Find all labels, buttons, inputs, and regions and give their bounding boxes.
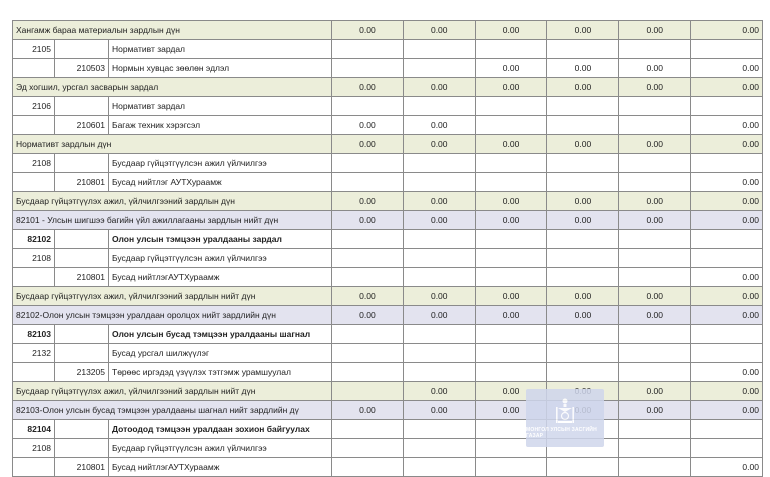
row-label: Бусад урсгал шилжүүлэг <box>109 344 332 363</box>
value-cell: 0.00 <box>619 192 691 211</box>
row-code: 2105 <box>13 40 55 59</box>
value-cell: 0.00 <box>475 78 547 97</box>
value-cell: 0.00 <box>619 287 691 306</box>
value-cell: 0.00 <box>332 135 404 154</box>
value-cell: 0.00 <box>403 78 475 97</box>
table-row <box>13 401 763 420</box>
row-code-empty <box>55 325 109 344</box>
value-cell <box>403 439 475 458</box>
table-row <box>13 306 763 325</box>
row-label: Хангамж бараа материалын зардлын дүн <box>13 21 332 40</box>
value-cell <box>403 230 475 249</box>
row-subcode-empty <box>55 344 109 363</box>
value-cell: 0.00 <box>619 135 691 154</box>
value-cell <box>332 344 404 363</box>
table-row <box>13 21 763 40</box>
row-code: 2108 <box>13 249 55 268</box>
budget-table-body <box>13 21 763 477</box>
row-subcode: 210801 <box>55 268 109 287</box>
value-cell: 0.00 <box>403 211 475 230</box>
value-cell <box>475 97 547 116</box>
value-cell: 0.00 <box>403 401 475 420</box>
value-cell: 0.00 <box>475 192 547 211</box>
value-cell <box>547 268 619 287</box>
value-cell <box>403 173 475 192</box>
value-cell <box>332 363 404 382</box>
value-cell: 0.00 <box>403 382 475 401</box>
value-cell: 0.00 <box>691 59 763 78</box>
table-row <box>13 287 763 306</box>
value-cell <box>691 40 763 59</box>
value-cell <box>332 458 404 477</box>
row-label: Дотоодод тэмцээн уралдаан зохион байгуулах <box>109 420 332 439</box>
value-cell <box>403 420 475 439</box>
table-row <box>13 439 763 458</box>
value-cell: 0.00 <box>403 287 475 306</box>
row-label: Бусдаар гүйцэтгүүлэх ажил, үйлчилгээний зардлын дүн <box>13 192 332 211</box>
row-label: Бусдаар гүйцэтгүүлсэн ажил үйлчилгээ <box>109 249 332 268</box>
value-cell: 0.00 <box>619 306 691 325</box>
value-cell <box>332 439 404 458</box>
value-cell: 0.00 <box>403 192 475 211</box>
value-cell <box>619 154 691 173</box>
row-label: Бусад нийтлэгАУТХураамж <box>109 458 332 477</box>
row-code-empty <box>13 268 55 287</box>
value-cell: 0.00 <box>691 211 763 230</box>
value-cell <box>547 116 619 135</box>
row-label: Нормативт зардал <box>109 40 332 59</box>
value-cell: 0.00 <box>332 211 404 230</box>
value-cell <box>475 173 547 192</box>
value-cell <box>475 268 547 287</box>
value-cell: 0.00 <box>691 173 763 192</box>
value-cell: 0.00 <box>332 21 404 40</box>
value-cell <box>547 40 619 59</box>
value-cell <box>403 154 475 173</box>
table-row <box>13 382 763 401</box>
value-cell <box>475 458 547 477</box>
value-cell <box>403 344 475 363</box>
row-subcode: 210801 <box>55 173 109 192</box>
table-row <box>13 344 763 363</box>
row-subcode-empty <box>55 439 109 458</box>
row-label: Төрөөс иргэдэд үзүүлэх тэтгэмж урамшуулал <box>109 363 332 382</box>
value-cell: 0.00 <box>691 268 763 287</box>
value-cell <box>619 439 691 458</box>
value-cell: 0.00 <box>547 192 619 211</box>
value-cell <box>619 173 691 192</box>
value-cell: 0.00 <box>691 382 763 401</box>
value-cell: 0.00 <box>547 21 619 40</box>
value-cell <box>475 40 547 59</box>
value-cell: 0.00 <box>691 116 763 135</box>
value-cell <box>547 325 619 344</box>
value-cell <box>619 230 691 249</box>
table-row <box>13 116 763 135</box>
value-cell <box>691 249 763 268</box>
value-cell <box>332 59 404 78</box>
row-subcode-empty <box>55 154 109 173</box>
value-cell <box>332 325 404 344</box>
value-cell <box>403 268 475 287</box>
table-row <box>13 420 763 439</box>
row-label: Олон улсын тэмцээн уралдааны зардал <box>109 230 332 249</box>
row-label: Бусдаар гүйцэтгүүлэх ажил, үйлчилгээний зардлын нийт дүн <box>13 382 332 401</box>
value-cell: 0.00 <box>619 59 691 78</box>
value-cell <box>475 344 547 363</box>
row-code-empty <box>13 173 55 192</box>
row-label: Эд хогшил, урсгал засварын зардал <box>13 78 332 97</box>
table-row <box>13 268 763 287</box>
value-cell: 0.00 <box>547 306 619 325</box>
value-cell <box>619 97 691 116</box>
value-cell: 0.00 <box>403 116 475 135</box>
value-cell <box>332 420 404 439</box>
value-cell <box>332 173 404 192</box>
value-cell: 0.00 <box>475 306 547 325</box>
value-cell <box>619 420 691 439</box>
value-cell <box>475 325 547 344</box>
value-cell <box>691 344 763 363</box>
value-cell: 0.00 <box>332 401 404 420</box>
value-cell <box>691 230 763 249</box>
value-cell <box>619 325 691 344</box>
value-cell <box>547 249 619 268</box>
value-cell: 0.00 <box>691 21 763 40</box>
row-subcode-empty <box>55 97 109 116</box>
value-cell: 0.00 <box>475 287 547 306</box>
government-seal-watermark <box>526 389 604 447</box>
value-cell <box>332 154 404 173</box>
value-cell: 0.00 <box>691 78 763 97</box>
row-code-empty <box>55 230 109 249</box>
value-cell <box>547 363 619 382</box>
row-code: 82102 <box>13 230 55 249</box>
value-cell: 0.00 <box>547 211 619 230</box>
value-cell: 0.00 <box>403 135 475 154</box>
row-label: 82103-Олон улсын бусад тэмцээн уралдааны шагнал нийт зардлийн дү <box>13 401 332 420</box>
value-cell: 0.00 <box>332 192 404 211</box>
value-cell: 0.00 <box>619 382 691 401</box>
value-cell: 0.00 <box>691 287 763 306</box>
value-cell <box>403 325 475 344</box>
row-label: Бусад нийтлэг АУТХураамж <box>109 173 332 192</box>
value-cell <box>619 116 691 135</box>
table-row <box>13 97 763 116</box>
row-label: Бусдаар гүйцэтгүүлэх ажил, үйлчилгээний зардлын нийт дүн <box>13 287 332 306</box>
value-cell <box>475 116 547 135</box>
row-code: 82104 <box>13 420 55 439</box>
value-cell <box>332 249 404 268</box>
row-code-empty <box>55 420 109 439</box>
row-code: 2106 <box>13 97 55 116</box>
value-cell: 0.00 <box>691 192 763 211</box>
value-cell <box>619 268 691 287</box>
value-cell <box>619 458 691 477</box>
row-label: Олон улсын бусад тэмцээн уралдааны шагнал <box>109 325 332 344</box>
row-subcode: 210503 <box>55 59 109 78</box>
table-row <box>13 211 763 230</box>
table-row <box>13 173 763 192</box>
row-label: 82102-Олон улсын тэмцээн уралдаан оролцох нийт зардлийн дүн <box>13 306 332 325</box>
value-cell: 0.00 <box>332 78 404 97</box>
table-row <box>13 59 763 78</box>
value-cell <box>619 344 691 363</box>
value-cell: 0.00 <box>403 306 475 325</box>
row-label: Бусдаар гүйцэтгүүлсэн ажил үйлчилгээ <box>109 439 332 458</box>
value-cell <box>619 363 691 382</box>
value-cell <box>475 230 547 249</box>
row-code-empty <box>13 59 55 78</box>
value-cell <box>691 420 763 439</box>
row-code-empty <box>13 458 55 477</box>
value-cell: 0.00 <box>475 401 547 420</box>
value-cell: 0.00 <box>332 287 404 306</box>
row-subcode: 210801 <box>55 458 109 477</box>
soyombo-emblem-icon <box>554 397 576 425</box>
value-cell: 0.00 <box>691 135 763 154</box>
value-cell: 0.00 <box>332 306 404 325</box>
value-cell: 0.00 <box>547 78 619 97</box>
value-cell: 0.00 <box>475 211 547 230</box>
budget-table <box>12 20 763 477</box>
table-row <box>13 154 763 173</box>
value-cell: 0.00 <box>691 363 763 382</box>
value-cell: 0.00 <box>475 21 547 40</box>
value-cell <box>547 458 619 477</box>
table-row <box>13 249 763 268</box>
value-cell: 0.00 <box>332 116 404 135</box>
value-cell <box>403 363 475 382</box>
value-cell <box>332 382 404 401</box>
value-cell <box>403 97 475 116</box>
value-cell <box>619 40 691 59</box>
value-cell <box>547 230 619 249</box>
row-code: 2132 <box>13 344 55 363</box>
value-cell: 0.00 <box>619 21 691 40</box>
table-row <box>13 230 763 249</box>
value-cell <box>475 154 547 173</box>
value-cell <box>332 268 404 287</box>
value-cell <box>691 439 763 458</box>
row-subcode-empty <box>55 249 109 268</box>
row-code: 2108 <box>13 439 55 458</box>
row-subcode: 213205 <box>55 363 109 382</box>
table-row <box>13 192 763 211</box>
table-row <box>13 325 763 344</box>
value-cell <box>547 97 619 116</box>
row-label: Бусдаар гүйцэтгүүлсэн ажил үйлчилгээ <box>109 154 332 173</box>
value-cell <box>475 363 547 382</box>
row-code: 2108 <box>13 154 55 173</box>
value-cell: 0.00 <box>547 135 619 154</box>
value-cell <box>403 249 475 268</box>
value-cell: 0.00 <box>691 401 763 420</box>
value-cell <box>547 344 619 363</box>
value-cell <box>619 249 691 268</box>
row-label: Нормын хувцас зөөлөн эдлэл <box>109 59 332 78</box>
row-subcode-empty <box>55 40 109 59</box>
value-cell <box>547 173 619 192</box>
value-cell: 0.00 <box>691 458 763 477</box>
row-label: Бусад нийтлэгАУТХураамж <box>109 268 332 287</box>
value-cell <box>691 97 763 116</box>
value-cell: 0.00 <box>619 211 691 230</box>
value-cell: 0.00 <box>475 135 547 154</box>
table-row <box>13 135 763 154</box>
value-cell <box>332 40 404 59</box>
row-code-empty <box>13 116 55 135</box>
value-cell <box>547 154 619 173</box>
value-cell: 0.00 <box>475 59 547 78</box>
value-cell: 0.00 <box>691 306 763 325</box>
value-cell <box>691 325 763 344</box>
row-label: 82101 - Улсын шигшээ багийн үйл ажиллагааны зардлын нийт дүн <box>13 211 332 230</box>
row-code: 82103 <box>13 325 55 344</box>
value-cell <box>691 154 763 173</box>
value-cell: 0.00 <box>547 287 619 306</box>
row-label: Нормативт зардлын дүн <box>13 135 332 154</box>
value-cell <box>332 230 404 249</box>
table-row <box>13 78 763 97</box>
value-cell: 0.00 <box>403 21 475 40</box>
value-cell: 0.00 <box>619 401 691 420</box>
table-row <box>13 458 763 477</box>
value-cell <box>403 59 475 78</box>
value-cell <box>475 249 547 268</box>
table-row <box>13 363 763 382</box>
value-cell <box>403 40 475 59</box>
table-row <box>13 40 763 59</box>
row-code-empty <box>13 363 55 382</box>
value-cell: 0.00 <box>619 78 691 97</box>
seal-text: МОНГОЛ УЛСЫН ЗАСГИЙН ГАЗАР <box>526 427 597 439</box>
value-cell: 0.00 <box>475 382 547 401</box>
row-label: Нормативт зардал <box>109 97 332 116</box>
row-subcode: 210601 <box>55 116 109 135</box>
value-cell <box>403 458 475 477</box>
value-cell: 0.00 <box>547 59 619 78</box>
row-label: Багаж техник хэрэгсэл <box>109 116 332 135</box>
value-cell <box>332 97 404 116</box>
